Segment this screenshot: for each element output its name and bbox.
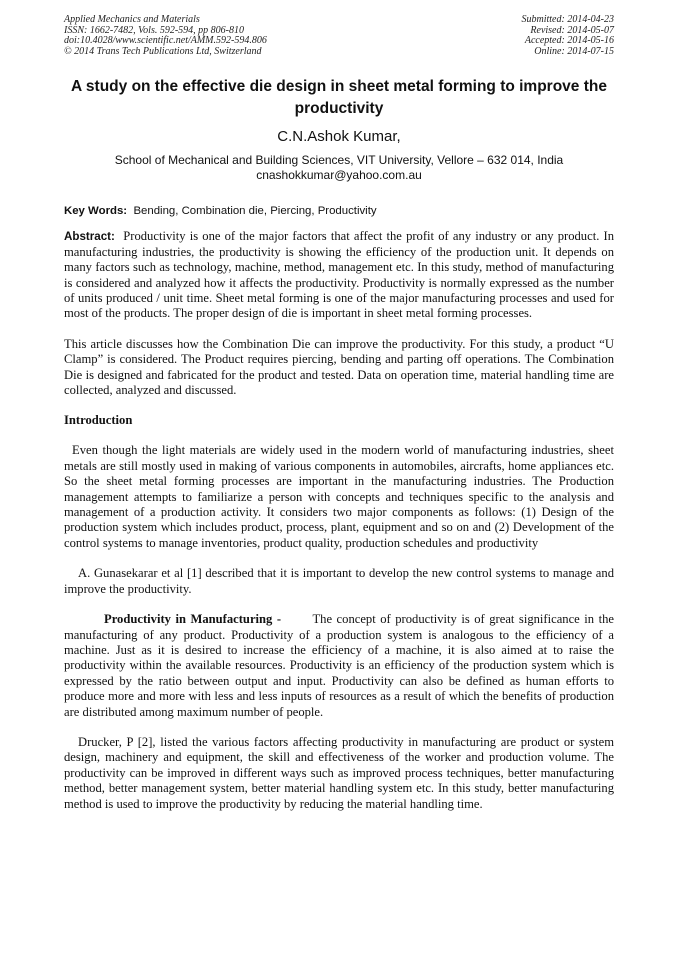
submission-dates	[522, 15, 615, 57]
date-accepted: Accepted: 2014-05-16	[524, 35, 614, 47]
keywords-text: Bending, Combination die, Piercing, Productivity	[133, 205, 377, 218]
section-heading-introduction: Introduction	[64, 413, 133, 428]
intro-paragraph-1: Even though the light materials are widely used in the modern world of manufacturing industries, sheet metals are still mostly used in making of various components in automobiles, aircrafts, home appliances etc. So the sheet metal forming processes are important in the manufacturing industries. The Production management attempts to familiarize a person with concepts and techniques specific to the analysis and management of a production activity. It considers two major components as follows: (1) Design of the production system which includes product, process, plant, equipment and so on and (2) Development of the control systems to manage inventories, product quality, production schedules and productivity	[64, 443, 614, 550]
keywords-label: Key Words:	[64, 205, 128, 218]
journal-doi: doi:10.4028/www.scientific.net/AMM.592-594.806	[64, 35, 267, 47]
abstract-label: Abstract:	[64, 230, 115, 244]
abstract-paragraph-2: This article discusses how the Combination Die can improve the productivity. For this study, a product “U Clamp” is considered. The Product requires piercing, bending and parting off operations. The Combination Die is designed and fabricated for the product and tested. Data on operation time, material handling time are collected, analyzed and discussed.	[64, 336, 614, 398]
journal-name: Applied Mechanics and Materials	[64, 14, 200, 25]
date-submitted: Submitted: 2014-04-23	[521, 14, 614, 25]
intro-paragraph-4: Drucker, P [2], listed the various factors affecting productivity in manufacturing are product or system design, machinery and equipment, the skill and effectiveness of the worker and production volume. The productivity can be improved in different ways such as improved process techniques, better manufacturing method, better management system, better material handling system etc. In this study, better manufacturing method is used to improve the productivity by reducing the material handling time.	[64, 734, 614, 811]
abstract-text: Productivity is one of the major factors that affect the profit of any industry or any product. In manufacturing industries, the productivity is showing the efficiency of the production unit. It depends on many factors such as technology, machine, method, management etc. In this study, method of manufacturing is considered and analyzed how it affects the productivity. Productivity is normally expressed as the number of units produced / unit time. Sheet metal forming is one of the major manufacturing processes and used for most of the products. The proper design of die is important in sheet metal forming processes.	[64, 229, 615, 321]
date-online: Online: 2014-07-15	[534, 45, 614, 57]
affiliation-text: School of Mechanical and Building Sciences, VIT University, Vellore – 632 014, India	[114, 153, 564, 168]
journal-header	[64, 15, 614, 57]
intro-paragraph-2: A. Gunasekarar et al [1] described that it is important to develop the new control systems to manage and improve the productivity.	[64, 566, 614, 596]
date-revised: Revised: 2014-05-07	[530, 24, 614, 36]
keywords	[64, 204, 614, 218]
abstract	[64, 229, 614, 321]
author-name: C.N.Ashok Kumar,	[277, 128, 401, 146]
journal-issn: ISSN: 1662-7482, Vols. 592-594, pp 806-810	[64, 24, 244, 36]
author-email: cnashokkumar@yahoo.com.au	[256, 168, 422, 183]
journal-info	[64, 15, 267, 57]
journal-copyright: © 2014 Trans Tech Publications Ltd, Switzerland	[64, 45, 262, 57]
productivity-text: The concept of productivity is of great significance in the manufacturing of any product. Productivity of a production system is analogous to the efficiency of a machine. Just as it is desired to increase the efficiency of a machine, it is also aimed at to raise the productivity within the available resources. Productivity is an efficiency of the production system which is expressed by the ratio between output and input. Productivity can also be defined as human efforts to produce more and more with less and less inputs of resources as a result of which the benefits of production are distributed among maximum number of people.	[64, 612, 614, 719]
paper-title: A study on the effective die design in sheet metal forming to improve the productivity	[71, 78, 607, 118]
productivity-lead: Productivity in Manufacturing -	[104, 612, 282, 627]
author-affiliation	[64, 153, 614, 183]
intro-paragraph-3	[64, 612, 614, 720]
